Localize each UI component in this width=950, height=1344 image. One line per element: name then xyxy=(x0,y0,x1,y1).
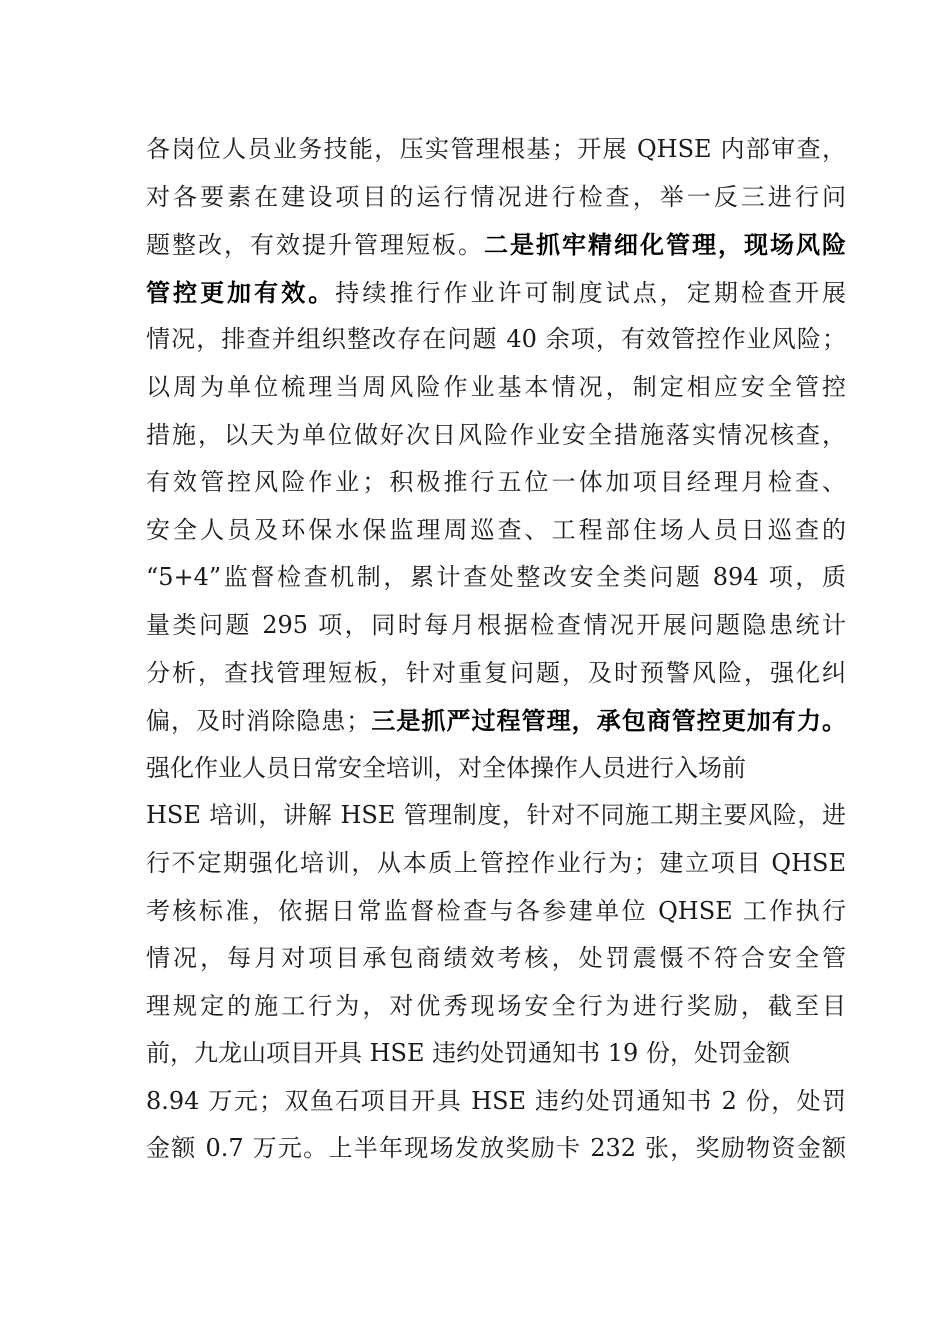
text-segment: 对各要素在建设项目的运行情况进行检查，举一反三进行问 xyxy=(146,182,846,211)
text-segment: 情况，每月对项目承包商绩效考核，处罚震慑不符合安全管 xyxy=(146,944,846,973)
text-line xyxy=(146,935,846,983)
text-line xyxy=(146,316,846,364)
text-segment: 各岗位人员业务技能，压实管理根基；开展 QHSE 内部审查， xyxy=(146,135,846,163)
text-line xyxy=(146,507,846,555)
text-segment: 8.94 万元；双鱼石项目开具 HSE 违约处罚通知书 2 份，处罚 xyxy=(146,1086,846,1115)
text-segment: 偏，及时消除隐患； xyxy=(146,707,371,736)
text-segment: 理规定的施工行为，对优秀现场安全行为进行奖励，截至目 xyxy=(146,991,846,1020)
text-line xyxy=(146,1030,846,1078)
bold-heading-segment: 二是抓牢精细化管理，现场风险 xyxy=(484,230,846,260)
text-segment: 以周为单位梳理当周风险作业基本情况，制定相应安全管控 xyxy=(146,372,846,401)
text-segment: 题整改，有效提升管理短板。 xyxy=(146,231,484,260)
text-segment: “5+4”监督检查机制，累计查处整改安全类问题 894 项，质 xyxy=(146,563,846,592)
text-line xyxy=(146,554,846,602)
text-line xyxy=(146,840,846,888)
text-line xyxy=(146,745,846,793)
text-line xyxy=(146,983,846,1031)
text-line xyxy=(146,412,846,460)
text-line xyxy=(146,459,846,507)
text-line xyxy=(146,888,846,936)
text-segment: 持续推行作业许可制度试点，定期检查开展 xyxy=(335,278,846,307)
text-segment: 量类问题 295 项，同时每月根据检查情况开展问题隐患统计 xyxy=(146,610,846,639)
bold-heading-segment: 管控更加有效。 xyxy=(146,277,336,307)
text-line xyxy=(146,126,846,174)
bold-heading-segment: 三是抓严过程管理，承包商管控更加有力。 xyxy=(370,706,846,736)
text-segment: 情况，排查并组织整改存在问题 40 余项，有效管控作业风险； xyxy=(146,325,846,354)
text-line xyxy=(146,650,846,698)
text-segment: 强化作业人员日常安全培训，对全体操作人员进行入场前 xyxy=(146,753,746,782)
text-segment: HSE 培训，讲解 HSE 管理制度，针对不同施工期主要风险，进 xyxy=(146,801,846,830)
text-line xyxy=(146,221,846,269)
text-segment: 前，九龙山项目开具 HSE 违约处罚通知书 19 份，处罚金额 xyxy=(146,1039,790,1068)
text-line xyxy=(146,602,846,650)
text-segment: 行不定期强化培训，从本质上管控作业行为；建立项目 QHSE xyxy=(146,848,846,877)
text-segment: 分析，查找管理短板，针对重复问题，及时预警风险，强化纠 xyxy=(146,658,846,687)
text-segment: 安全人员及环保水保监理周巡查、工程部住场人员日巡查的 xyxy=(146,515,846,544)
text-segment: 有效管控风险作业；积极推行五位一体加项目经理月检查、 xyxy=(146,468,846,497)
text-line xyxy=(146,364,846,412)
text-line xyxy=(146,174,846,222)
text-line xyxy=(146,697,846,745)
text-line xyxy=(146,269,846,317)
text-segment: 金额 0.7 万元。上半年现场发放奖励卡 232 张，奖励物资金额 xyxy=(146,1134,846,1163)
body-paragraph xyxy=(146,126,846,1173)
text-segment: 考核标准，依据日常监督检查与各参建单位 QHSE 工作执行 xyxy=(146,896,846,925)
text-segment: 措施，以天为单位做好次日风险作业安全措施落实情况核查， xyxy=(146,420,846,449)
text-line xyxy=(146,1125,846,1173)
text-line xyxy=(146,1078,846,1126)
text-line xyxy=(146,792,846,840)
